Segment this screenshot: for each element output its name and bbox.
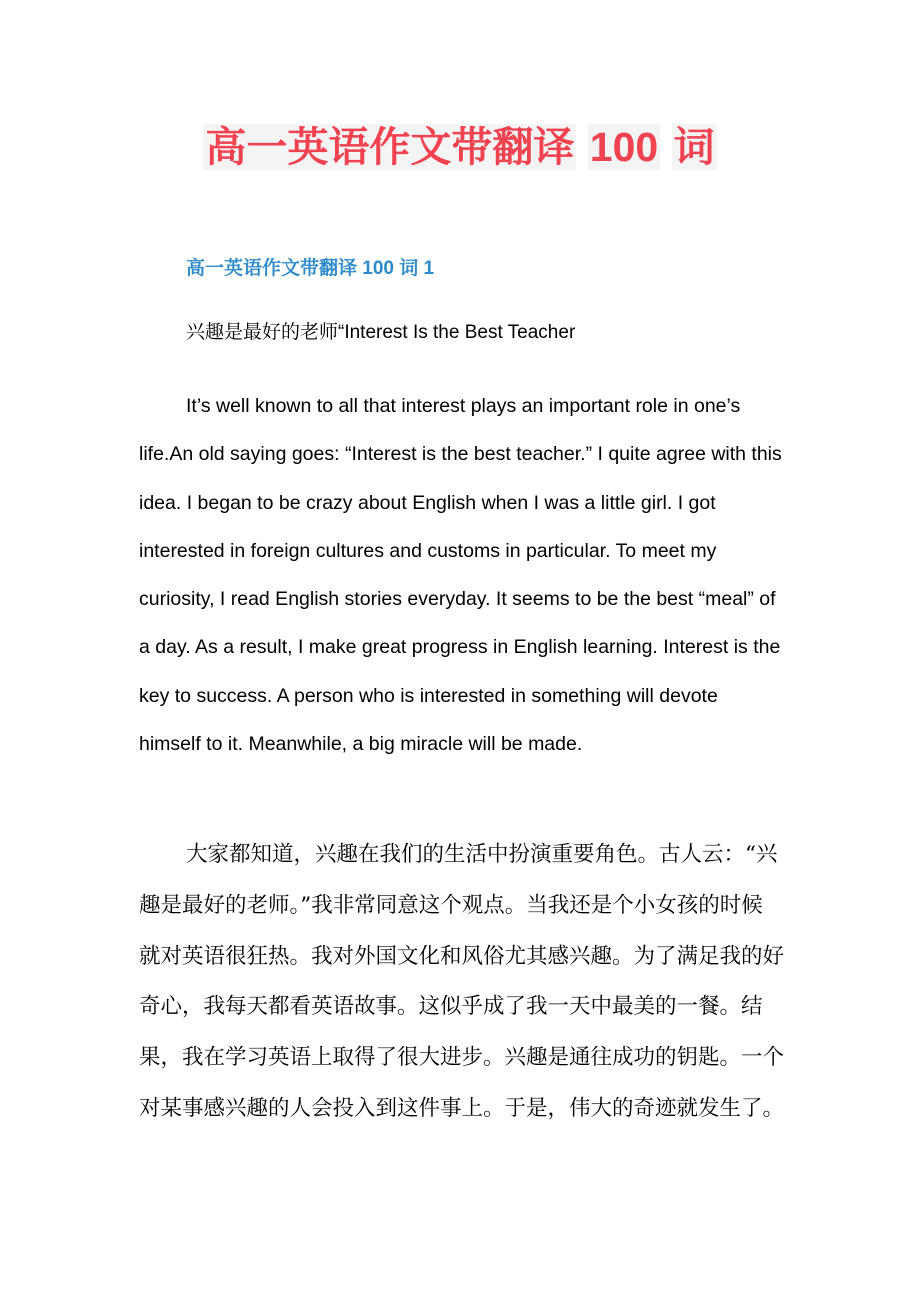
- title-number: 100: [589, 124, 659, 170]
- essay-subtitle: 兴趣是最好的老师“Interest Is the Best Teacher: [186, 322, 576, 343]
- chinese-paragraph: 大家都知道，兴趣在我们的生活中扮演重要角色。古人云：“兴趣是最好的老师。”我非常同意这个观点。当我还是个小女孩的时候就对英语很狂热。我对外国文化和风俗尤其感兴趣。为了满足我的好奇心，我每天都看英语故事。这似乎成了我一天中最美的一餐。结果，我在学习英语上取得了很大进步。兴趣是通往成功的钥匙。一个对某事感兴趣的人会投入到这件事上。于是，伟大的奇迹就发生了。: [139, 842, 785, 1121]
- document-title: [0, 118, 920, 176]
- section-heading: 高一英语作文带翻译 100 词 1: [186, 258, 435, 279]
- english-paragraph: It’s well known to all that interest plays an important role in one’s life.An old saying goes: “Interest is the best teacher.” I quite agree with this idea. I began to be crazy about English when I was a little girl. I got interested in foreign cultures and customs in particular. To meet my curiosity, I read English stories everyday. It seems to be the best “meal” of a day. As a result, I make great progress in English learning. Interest is the key to success. A person who is interested in something will devote himself to it. Meanwhile, a big miracle will be made.: [139, 395, 782, 756]
- title-suffix: 词: [673, 124, 715, 170]
- title-main-text: 高一英语作文带翻译: [205, 124, 575, 170]
